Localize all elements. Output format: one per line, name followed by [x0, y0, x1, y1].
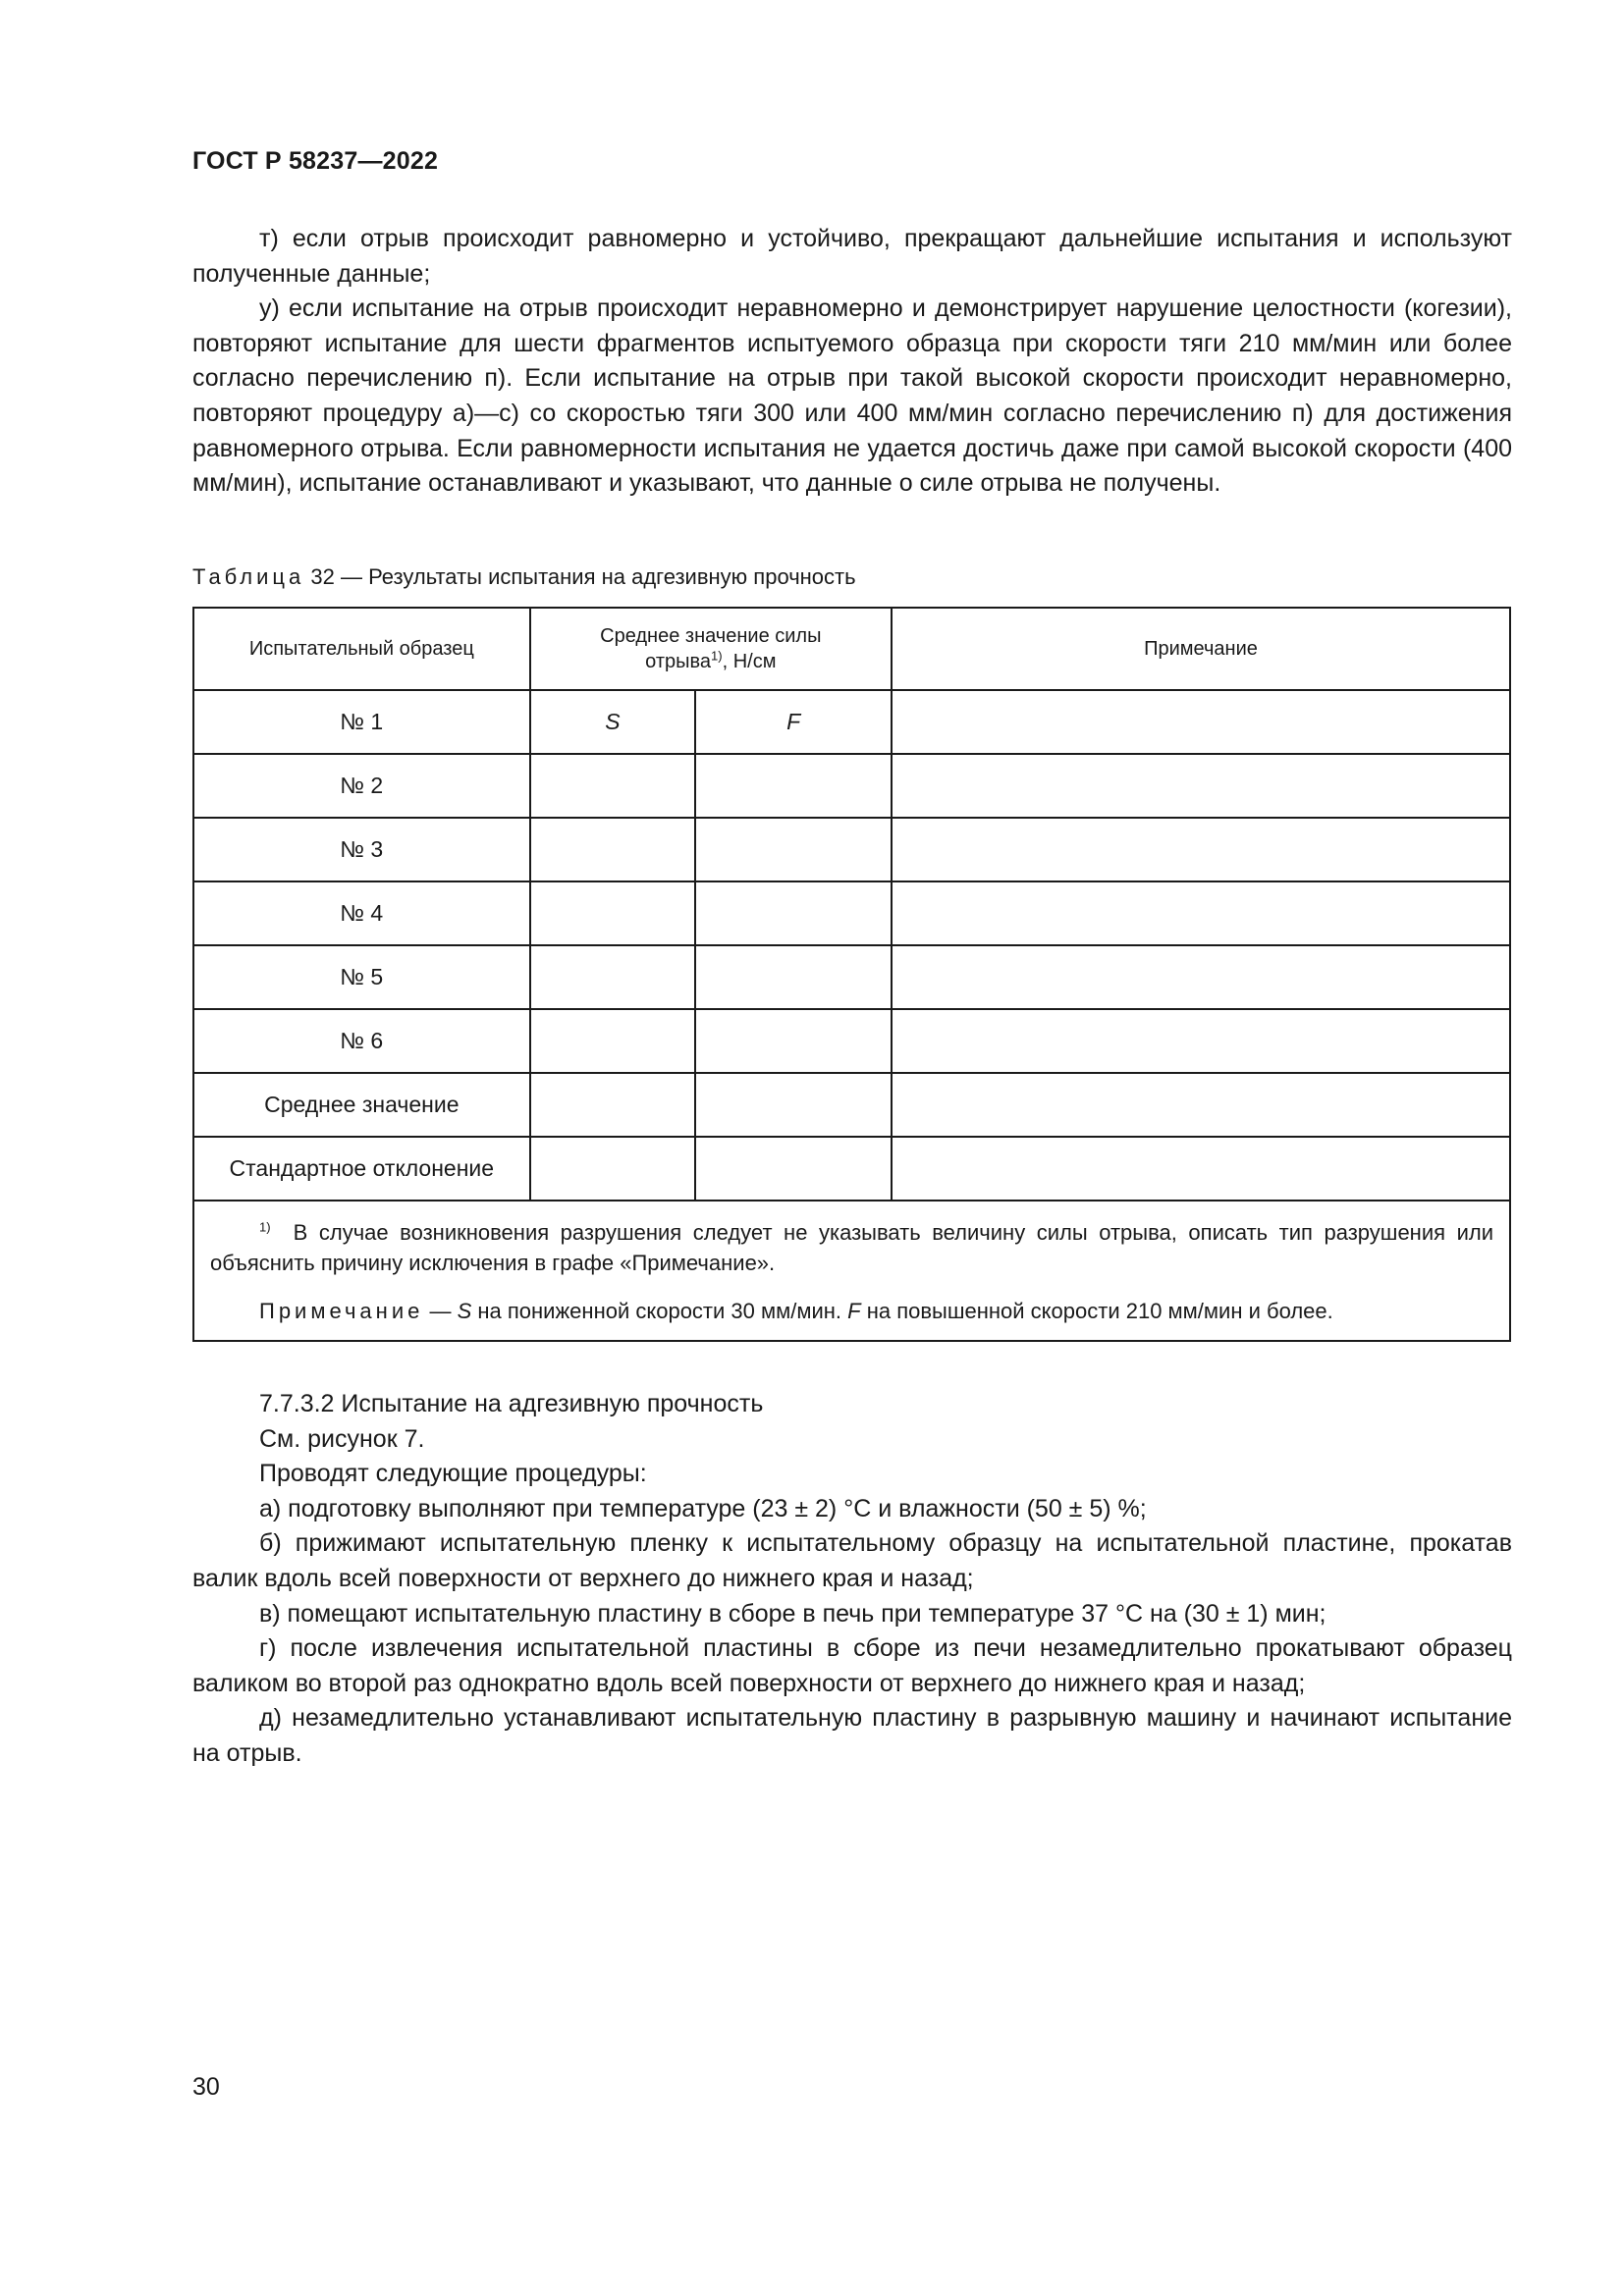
f-cell [695, 1009, 892, 1073]
note-cell [892, 1137, 1510, 1201]
row-label: № 3 [193, 818, 530, 881]
header-note: Примечание [892, 608, 1510, 690]
note-cell [892, 945, 1510, 1009]
f-cell [695, 818, 892, 881]
paragraph-b: б) прижимают испытательную пленку к испытательному образцу на испытательной пластине, прокатав валик вдоль всей поверхности от верхнего до нижнего края и назад; [192, 1529, 1512, 1592]
paragraph-u: у) если испытание на отрыв происходит неравномерно и демонстрирует нарушение целостности (когезии), повторяют испытание для шести фрагментов испытуемого образца при скорости тяги 210 мм/мин или более согласно перечислению п). Если испытание на отрыв при такой высокой скорости происходит неравномерно, повторяют процедуру а)—с) со скоростью тяги 300 или 400 мм/мин согласно перечислению п) для достижения равномерного отрыва. Если равномерности испытания не удается достичь даже при самой высокой скорости (400 мм/мин), испытание останавливают и указывают, что данные о силе отрыва не получены. [192, 294, 1512, 498]
section-heading: 7.7.3.2 Испытание на адгезивную прочность [259, 1390, 764, 1417]
paragraph-see-figure: См. рисунок 7. [259, 1424, 425, 1453]
table-footnote: $^{1)}$ В случае возникновения разрушения следует не указывать величину силы отрыва, описать тип разрушения или объяснить причину исключения в графе «Примечание». [210, 1219, 1493, 1275]
subheader-s: S [530, 690, 696, 754]
row-label: № 2 [193, 754, 530, 818]
subheader-f: F [695, 690, 892, 754]
text-block-upper [192, 222, 1512, 502]
header-mean-force: Среднее значение силы отрыва$^{1)}$, Н/см [530, 608, 892, 690]
note-cell [892, 754, 1510, 818]
note-cell [892, 1073, 1510, 1137]
table-row [193, 754, 1510, 818]
page-number: 30 [192, 2073, 220, 2101]
s-cell [530, 881, 696, 945]
results-table [192, 607, 1511, 1342]
table-caption [192, 564, 856, 590]
s-cell [530, 945, 696, 1009]
f-cell [695, 881, 892, 945]
note-cell [892, 881, 1510, 945]
row-label: № 1 [193, 690, 530, 754]
f-cell [695, 1137, 892, 1201]
table-row [193, 945, 1510, 1009]
paragraph-v: в) помещают испытательную пластину в сборе в печь при температуре 37 °С на (30 ± 1) мин; [259, 1599, 1326, 1628]
f-cell [695, 945, 892, 1009]
s-cell [530, 1009, 696, 1073]
row-label: № 5 [193, 945, 530, 1009]
text-block-lower [192, 1387, 1512, 1772]
table-row [193, 1137, 1510, 1201]
table-row [193, 881, 1510, 945]
table-row [193, 818, 1510, 881]
row-label: Среднее значение [193, 1073, 530, 1137]
paragraph-procedures: Проводят следующие процедуры: [259, 1460, 647, 1488]
paragraph-t: т) если отрыв происходит равномерно и устойчиво, прекращают дальнейшие испытания и используют полученные данные; [192, 225, 1512, 288]
table-caption-text: 32 — Результаты испытания на адгезивную прочность [310, 564, 856, 589]
document-header: ГОСТ Р 58237—2022 [192, 147, 439, 175]
table-notes-row [193, 1201, 1510, 1341]
table-notes [193, 1201, 1510, 1341]
s-cell [530, 818, 696, 881]
s-cell [530, 1073, 696, 1137]
paragraph-a: а) подготовку выполняют при температуре (23 ± 2) °С и влажности (50 ± 5) %; [259, 1494, 1147, 1522]
note-cell [892, 818, 1510, 881]
s-cell [530, 1137, 696, 1201]
table-header-row [193, 608, 1510, 690]
row-label: № 6 [193, 1009, 530, 1073]
table-row [193, 690, 1510, 754]
paragraph-d: д) незамедлительно устанавливают испытательную пластину в разрывную машину и начинают испытание на отрыв. [192, 1704, 1512, 1767]
s-cell [530, 754, 696, 818]
table-caption-label: Таблица [192, 564, 305, 589]
note-cell [892, 690, 1510, 754]
f-cell [695, 754, 892, 818]
row-label: № 4 [193, 881, 530, 945]
header-specimen: Испытательный образец [193, 608, 530, 690]
table-row [193, 1073, 1510, 1137]
f-cell [695, 1073, 892, 1137]
note-cell [892, 1009, 1510, 1073]
row-label: Стандартное отклонение [193, 1137, 530, 1201]
table-note: Примечание — S на пониженной скорости 30 мм/мин. F на повышенной скорости 210 мм/мин и более. [259, 1299, 1333, 1323]
table-row [193, 1009, 1510, 1073]
paragraph-g: г) после извлечения испытательной пластины в сборе из печи незамедлительно прокатывают образец валиком во второй раз однократно вдоль всей поверхности от верхнего до нижнего края и назад; [192, 1634, 1512, 1697]
